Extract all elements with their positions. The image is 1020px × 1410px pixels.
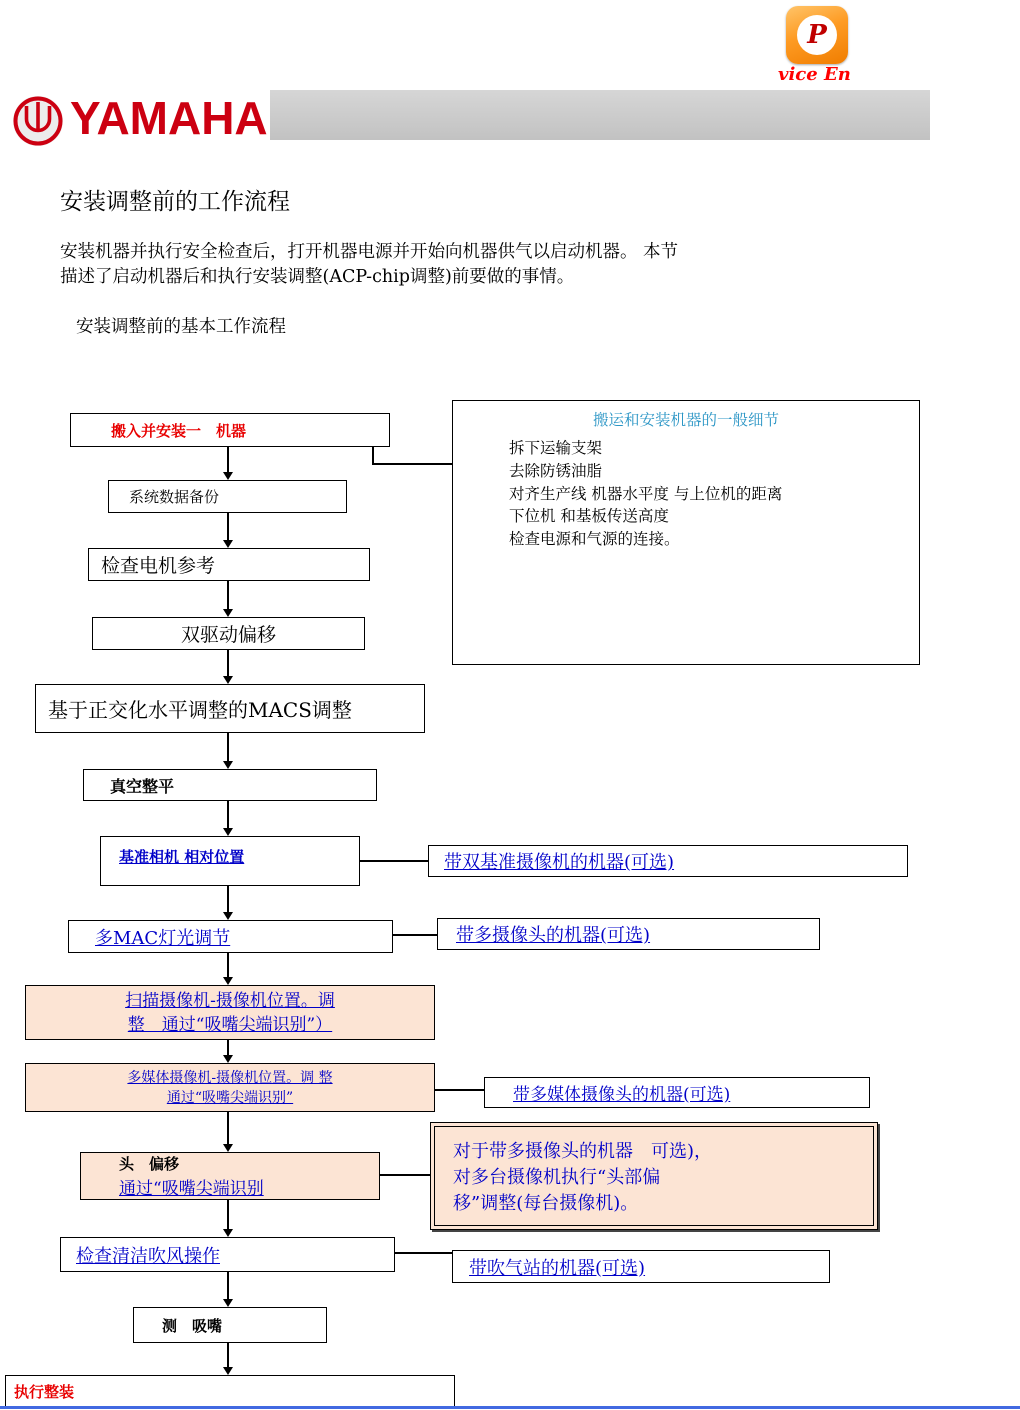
detail-note-item-4: 下位机 和基板传送高度 (509, 507, 669, 526)
flow-step-multimedia-camera-position-line1: 多媒体摄像机-摄像机位置。调 整 (127, 1069, 333, 1086)
flow-step-macs-adjust (35, 684, 425, 733)
flow-step-head-offset-line2: 通过“吸嘴尖端识别 (119, 1179, 264, 1199)
header-banner (270, 90, 930, 140)
note-blow-station-box (452, 1250, 830, 1283)
detail-note-title: 搬运和安装机器的一般细节 (592, 411, 779, 429)
flow-arrow-5 (227, 733, 229, 761)
flow-step-blow-check (60, 1237, 395, 1272)
connector-headoffset-note (380, 1174, 430, 1176)
flow-step-macs-adjust-label: 基于正交化水平调整的MACS调整 (48, 698, 352, 722)
pdf-icon-caption: vice En (778, 64, 851, 85)
flow-arrow-4 (227, 650, 229, 676)
flow-step-dual-drive-offset-label: 双驱动偏移 (180, 624, 276, 646)
detail-note-item-5: 检查电源和气源的连接。 (509, 530, 680, 549)
flow-arrow-2 (227, 513, 229, 540)
flow-step-multimedia-camera-position-line2: 通过“吸嘴尖端识别” (166, 1089, 294, 1106)
flow-step-dual-drive-offset (92, 617, 365, 650)
flow-step-multi-mac-light-label: 多MAC灯光调节 (95, 927, 231, 949)
connector-multimac-note (393, 934, 437, 936)
flow-arrow-3 (227, 581, 229, 609)
connector-step1-detail-horizontal (372, 463, 452, 465)
flow-step-fiducial-camera-position-label: 基准相机 相对位置 (119, 848, 245, 866)
note-multimedia-camera-label: 带多媒体摄像头的机器(可选) (513, 1085, 731, 1105)
note-blow-station-label: 带吹气站的机器(可选) (469, 1257, 646, 1279)
footer-rule (0, 1406, 1020, 1409)
flow-arrow-13 (227, 1343, 229, 1367)
flow-step-vacuum-leveling-label: 真空整平 (110, 776, 175, 796)
flow-step-scan-camera-position-line1: 扫描摄像机-摄像机位置。调 (125, 990, 335, 1011)
intro-line-1: 安装机器并执行安全检查后，打开机器电源并开始向机器供气以启动机器。 本节 (60, 242, 679, 262)
note-multi-camera-box (437, 918, 820, 950)
flow-arrow-9 (227, 1040, 229, 1055)
flow-step-nozzle-test-label: 测 吸嘴 (162, 1316, 223, 1335)
pdf-icon-circle (797, 15, 837, 55)
flow-step-blow-check-label: 检查清洁吹风操作 (76, 1245, 220, 1267)
flow-step-head-offset-line1: 头 偏移 (119, 1155, 180, 1173)
flow-arrow-7 (227, 886, 229, 912)
flow-step-scan-camera-position-line2: 整 通过“吸嘴尖端识别”） (127, 1014, 333, 1035)
detail-note-item-3: 对齐生产线 机器水平度 与上位机的距离 (509, 484, 783, 503)
flow-step-carry-in-install-label: 搬入并安装一 机器 (111, 421, 247, 440)
note-head-offset-box (430, 1122, 878, 1230)
note-dual-camera-box (428, 845, 908, 877)
intro-paragraph (60, 240, 930, 290)
note-head-offset-line2: 对多台摄像机执行“头部偏 (453, 1167, 661, 1188)
detail-note-item-1: 拆下运输支架 (509, 439, 603, 457)
flow-step-final-assembly (5, 1375, 455, 1407)
connector-blowstation-note (395, 1252, 452, 1254)
yamaha-logo-text: YAMAHA (70, 92, 268, 144)
flow-step-fiducial-camera-position (100, 836, 360, 886)
connector-fiducial-note (360, 860, 428, 862)
note-multimedia-camera-box (484, 1077, 870, 1108)
flow-step-multi-mac-light (68, 920, 393, 953)
yamaha-tuning-fork-icon (12, 95, 64, 147)
flow-step-multimedia-camera-position (25, 1063, 435, 1112)
flow-arrow-12 (227, 1272, 229, 1299)
flow-step-carry-in-install (70, 413, 390, 447)
section-subtitle: 安装调整前的基本工作流程 (76, 317, 286, 337)
note-head-offset-line3: 移”调整(每台摄像机)。 (453, 1193, 639, 1214)
pdf-app-icon (786, 6, 848, 64)
note-multi-camera-label: 带多摄像头的机器(可选) (456, 925, 651, 946)
flow-arrow-8 (227, 953, 229, 977)
flow-step-final-assembly-label: 执行整装 (14, 1382, 75, 1401)
page-title: 安装调整前的工作流程 (60, 189, 290, 215)
flow-step-nozzle-test (133, 1307, 327, 1343)
flow-step-vacuum-leveling (83, 769, 377, 801)
detail-note-item-2: 去除防锈油脂 (509, 461, 603, 480)
note-dual-camera-label: 带双基准摄像机的机器(可选) (444, 852, 675, 873)
flow-step-motor-reference (88, 548, 370, 581)
flow-arrow-10 (227, 1112, 229, 1144)
flow-step-head-offset (80, 1152, 380, 1200)
connector-multimedia-note (435, 1089, 484, 1091)
intro-line-2: 描述了启动机器后和执行安装调整(ACP-chip调整)前要做的事情。 (60, 267, 575, 287)
flow-step-system-backup (108, 480, 347, 513)
detail-note-box (452, 400, 920, 665)
flow-arrow-1 (227, 447, 229, 472)
flow-arrow-11 (227, 1200, 229, 1229)
pdf-icon-letter: P (807, 20, 827, 50)
flow-step-scan-camera-position (25, 985, 435, 1040)
flow-step-system-backup-label: 系统数据备份 (129, 488, 220, 506)
flow-step-motor-reference-label: 检查电机参考 (101, 555, 216, 577)
flow-arrow-6 (227, 801, 229, 828)
note-head-offset-line1: 对于带多摄像头的机器 可选)， (453, 1141, 713, 1162)
detail-note-list (509, 437, 919, 551)
